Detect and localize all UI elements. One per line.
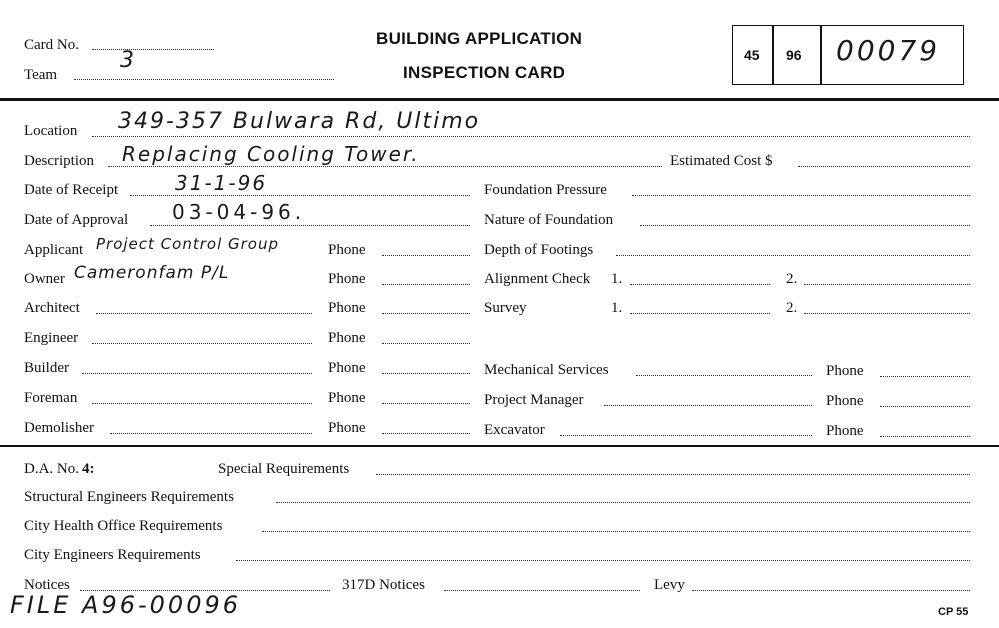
description-label: Description <box>24 153 94 169</box>
header-rule <box>0 98 999 101</box>
survey-one-label: 1. <box>611 300 623 316</box>
number-prefix: 45 <box>744 47 760 63</box>
project-manager-phone-line[interactable] <box>880 405 970 407</box>
number-value: 00079 <box>836 34 941 67</box>
builder-phone-label: Phone <box>328 360 366 376</box>
owner-phone-line[interactable] <box>382 283 470 285</box>
card-title-line2: INSPECTION CARD <box>403 63 566 82</box>
notices-317d-line[interactable] <box>444 589 640 591</box>
date-approval-line[interactable] <box>150 224 470 226</box>
location-label: Location <box>24 123 78 139</box>
demolisher-line[interactable] <box>110 432 312 434</box>
card-no-label: Card No. <box>24 37 79 53</box>
survey-one-line[interactable] <box>630 312 770 314</box>
health-label: City Health Office Requirements <box>24 518 223 534</box>
mechanical-line[interactable] <box>636 374 812 376</box>
alignment-two-line[interactable] <box>804 283 970 285</box>
engineer-line[interactable] <box>92 342 312 344</box>
requirements-rule <box>0 445 999 447</box>
alignment-one-line[interactable] <box>630 283 770 285</box>
excavator-phone-label: Phone <box>826 423 864 439</box>
health-line[interactable] <box>262 530 970 532</box>
card-no-line[interactable] <box>92 48 214 50</box>
demolisher-phone-label: Phone <box>328 420 366 436</box>
excavator-phone-line[interactable] <box>880 435 970 437</box>
mechanical-phone-line[interactable] <box>880 375 970 377</box>
estimated-cost-line[interactable] <box>798 165 970 167</box>
foreman-label: Foreman <box>24 390 78 406</box>
project-manager-line[interactable] <box>604 404 812 406</box>
notices-317d-label: 317D Notices <box>342 577 425 593</box>
foreman-line[interactable] <box>92 402 312 404</box>
number-divider-1 <box>772 25 774 85</box>
date-approval-label: Date of Approval <box>24 212 129 228</box>
demolisher-label: Demolisher <box>24 420 94 436</box>
estimated-cost-label: Estimated Cost $ <box>670 153 773 169</box>
architect-phone-line[interactable] <box>382 312 470 314</box>
mechanical-phone-label: Phone <box>826 363 864 379</box>
description-value: Replacing Cooling Tower. <box>122 142 420 166</box>
applicant-label: Applicant <box>24 242 84 258</box>
demolisher-phone-line[interactable] <box>382 432 470 434</box>
engineer-phone-line[interactable] <box>382 342 470 344</box>
excavator-label: Excavator <box>484 422 545 438</box>
builder-line[interactable] <box>82 372 312 374</box>
structural-label: Structural Engineers Requirements <box>24 489 234 505</box>
team-line[interactable] <box>74 78 334 80</box>
builder-phone-line[interactable] <box>382 372 470 374</box>
date-receipt-label: Date of Receipt <box>24 182 119 198</box>
applicant-phone-line[interactable] <box>382 254 470 256</box>
da-no-label: D.A. No. <box>24 461 79 477</box>
foreman-phone-line[interactable] <box>382 402 470 404</box>
architect-phone-label: Phone <box>328 300 366 316</box>
owner-label: Owner <box>24 271 65 287</box>
special-requirements-line[interactable] <box>376 473 970 475</box>
number-year: 96 <box>786 47 802 63</box>
architect-label: Architect <box>24 300 80 316</box>
city-engineers-line[interactable] <box>236 559 970 561</box>
excavator-line[interactable] <box>560 434 812 436</box>
architect-line[interactable] <box>96 312 312 314</box>
special-requirements-label: Special Requirements <box>218 461 350 477</box>
owner-phone-label: Phone <box>328 271 366 287</box>
engineer-phone-label: Phone <box>328 330 366 346</box>
levy-line[interactable] <box>692 589 970 591</box>
team-label: Team <box>24 67 58 83</box>
depth-footings-line[interactable] <box>616 254 970 256</box>
nature-foundation-line[interactable] <box>640 224 970 226</box>
owner-value: Cameronfam P/L <box>74 263 230 283</box>
file-note: FILE A96-00096 <box>10 591 242 619</box>
city-engineers-label: City Engineers Requirements <box>24 547 201 563</box>
applicant-phone-label: Phone <box>328 242 366 258</box>
survey-label: Survey <box>484 300 527 316</box>
engineer-label: Engineer <box>24 330 79 346</box>
mechanical-label: Mechanical Services <box>484 362 609 378</box>
depth-footings-label: Depth of Footings <box>484 242 594 258</box>
project-manager-label: Project Manager <box>484 392 584 408</box>
project-manager-phone-label: Phone <box>826 393 864 409</box>
alignment-two-label: 2. <box>786 271 798 287</box>
location-value: 349-357 Bulwara Rd, Ultimo <box>118 109 481 134</box>
alignment-one-label: 1. <box>611 271 623 287</box>
foreman-phone-label: Phone <box>328 390 366 406</box>
survey-two-label: 2. <box>786 300 798 316</box>
notices-label: Notices <box>24 577 70 593</box>
foundation-pressure-line[interactable] <box>632 194 970 196</box>
applicant-value: Project Control Group <box>96 235 279 253</box>
da-no-value: 4: <box>82 461 95 477</box>
number-divider-2 <box>820 25 822 85</box>
form-code: CP 55 <box>938 606 969 618</box>
alignment-check-label: Alignment Check <box>484 271 591 287</box>
date-receipt-value: 31-1-96 <box>175 171 268 195</box>
card-title-line1: BUILDING APPLICATION <box>376 29 583 48</box>
survey-two-line[interactable] <box>804 312 970 314</box>
builder-label: Builder <box>24 360 69 376</box>
levy-label: Levy <box>654 577 685 593</box>
structural-line[interactable] <box>276 501 970 503</box>
location-line[interactable] <box>92 135 970 137</box>
date-approval-value: 03-04-96. <box>172 200 306 224</box>
foundation-pressure-label: Foundation Pressure <box>484 182 607 198</box>
team-value: 3 <box>120 48 136 73</box>
nature-foundation-label: Nature of Foundation <box>484 212 614 228</box>
